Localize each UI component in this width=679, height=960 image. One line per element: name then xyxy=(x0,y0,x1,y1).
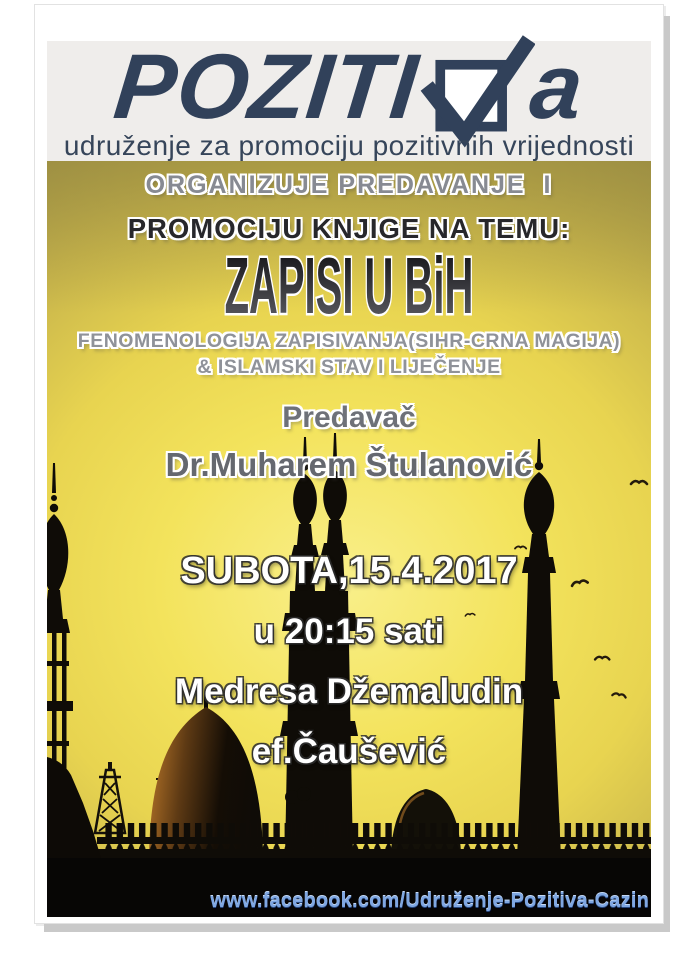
mosque-photo xyxy=(47,161,651,917)
event-date: SUBOTA,15.4.2017 xyxy=(180,550,518,592)
subtitle-line-2: & ISLAMSKI STAV I LIJEČENJE xyxy=(197,356,501,378)
lecturer-name: Dr.Muharem Štulanović xyxy=(165,446,533,483)
venue-line-1: Medresa Džemaludin xyxy=(174,672,524,711)
subtitle-line-1: FENOMENOLOGIJA ZAPISIVANJA(SIHR-CRNA MAGIJA) xyxy=(77,330,621,352)
facebook-url: www.facebook.com/Udruženje-Pozitiva-Cazin xyxy=(210,890,649,912)
logo-tagline: udruženje za promociju pozitivnih vrijednosti xyxy=(63,130,635,161)
promo-line: PROMOCIJU KNJIGE NA TEMU: xyxy=(127,213,571,244)
svg-text:ZAPISI U BiH: ZAPISI U BiH xyxy=(224,247,474,327)
book-title xyxy=(47,247,651,327)
venue-line-2: ef.Čaušević xyxy=(251,732,447,771)
event-poster xyxy=(34,4,664,924)
power-pylon xyxy=(95,762,125,833)
logo-text-left: POZITI xyxy=(109,36,423,138)
pozitiva-logo xyxy=(47,36,651,138)
fence-silhouette xyxy=(97,823,651,859)
pozitiva-logo-block xyxy=(47,36,651,161)
lecturer-label: Predavač xyxy=(282,401,416,434)
organizes-line: ORGANIZUJE PREDAVANJE I xyxy=(145,171,553,199)
event-time: u 20:15 sati xyxy=(253,612,445,651)
logo-text-right: a xyxy=(525,36,589,138)
